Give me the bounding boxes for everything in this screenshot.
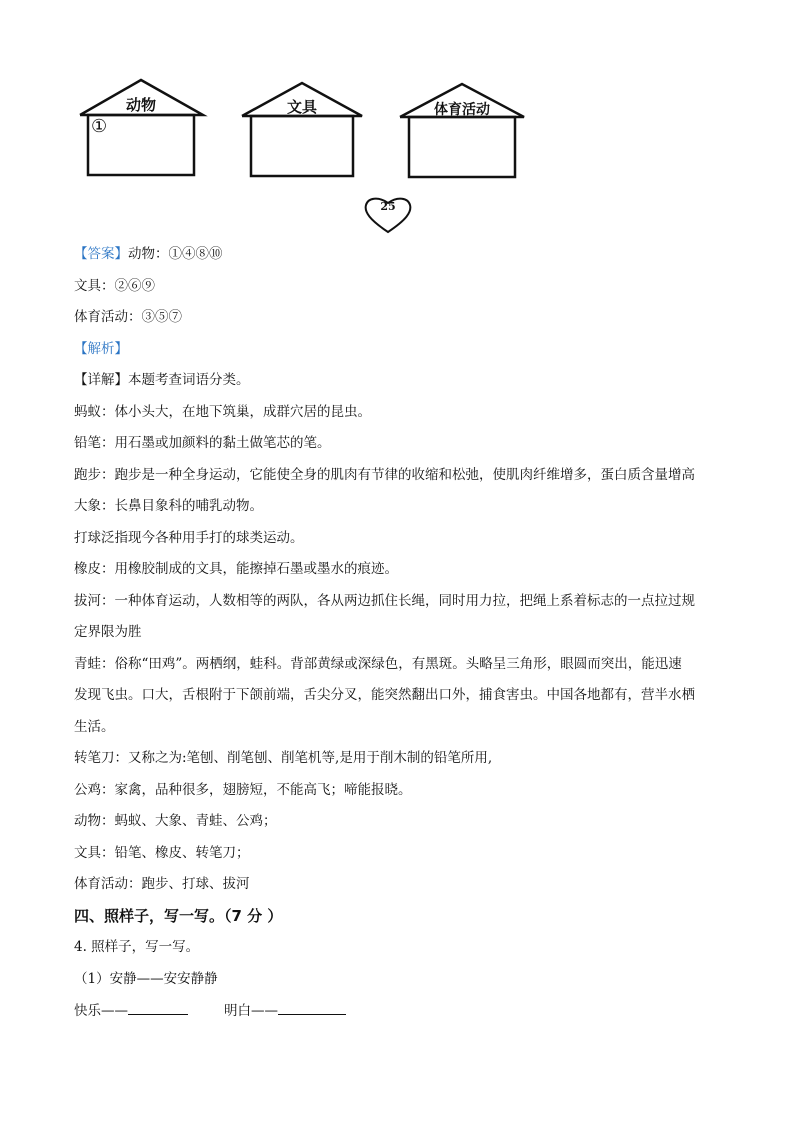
house-label-stationery: 文具 [286,98,317,116]
category-houses [0,0,794,240]
detail-line: 打球泛指现今各种用手打的球类运动。 [74,529,304,546]
house-label-sports: 体育活动 [434,102,490,118]
detail-line: 拔河：一种体育运动，人数相等的两队，各从两边抓住长绳，同时用力拉，把绳上系着标志的一点拉过规 [74,592,695,609]
answer-stationery: 文具：②⑥⑨ [74,277,155,294]
answer-content [74,246,734,1035]
answer-sports: 体育活动：③⑤⑦ [74,309,182,325]
detail-line: 定界限为胜 [74,624,142,640]
answer-blank-1[interactable] [128,1002,188,1015]
example-line: （1）安静——安安静静 [74,970,218,987]
blank1-label: 快乐—— [74,1003,128,1019]
detail-line: 橡皮：用橡胶制成的文具，能擦掉石墨或墨水的痕迹。 [74,561,398,577]
page-number: 25 [380,200,396,213]
detail-line: 发现飞虫。口大，舌根附于下颌前端，舌尖分叉，能突然翻出口外，捕食害虫。中国各地都有，营半水栖 [74,687,695,703]
detail-line: 体育活动：跑步、打球、拔河 [74,876,250,892]
detail-line: 青蛙：俗称“田鸡”。两栖纲，蛙科。背部黄绿或深绿色，有黑斑。头略呈三角形，眼圆而突出，能迅速 [74,655,682,672]
detail-line: 生活。 [74,718,115,735]
detail-line: 大象：长鼻目象科的哺乳动物。 [74,498,263,514]
detail-line: 蚂蚁：体小头大，在地下筑巢，成群穴居的昆虫。 [74,403,371,420]
analysis-tag: 【解析】 [74,340,128,357]
house-sports [400,84,524,177]
answer-tag: 【答案】 [74,246,128,262]
detail-line: 转笔刀：又称之为:笔刨、削笔刨、削笔机等,是用于削木制的铅笔所用, [74,750,493,766]
detail-line: 文具：铅笔、橡皮、转笔刀； [74,844,250,861]
answer-line [74,246,734,262]
answer-animals: 动物：①④⑧⑩ [128,246,223,262]
detail-tag: 【详解】 [74,372,128,388]
house-animals-content: ① [91,116,108,137]
house-label-animals: 动物 [125,96,156,114]
blank-row [74,1002,734,1019]
section-4-title: 四、照样子，写一写。（7 分 ） [74,906,283,925]
detail-line: 铅笔：用石墨或加颜料的黏土做笔芯的笔。 [74,435,331,451]
answer-blank-2[interactable] [278,1002,346,1015]
detail-intro: 本题考查词语分类。 [128,372,250,388]
question-4: 4. 照样子，写一写。 [74,939,200,955]
blank2-label: 明白—— [224,1003,278,1019]
detail-line: 跑步：跑步是一种全身运动，它能使全身的肌肉有节律的收缩和松弛，使肌肉纤维增多，蛋白质含量增高 [74,466,695,483]
detail-line: 动物：蚂蚁、大象、青蛙、公鸡； [74,813,277,829]
detail-line: 公鸡：家禽，品种很多，翅膀短，不能高飞；啼能报晓。 [74,781,412,798]
detail-intro-line [74,372,734,388]
